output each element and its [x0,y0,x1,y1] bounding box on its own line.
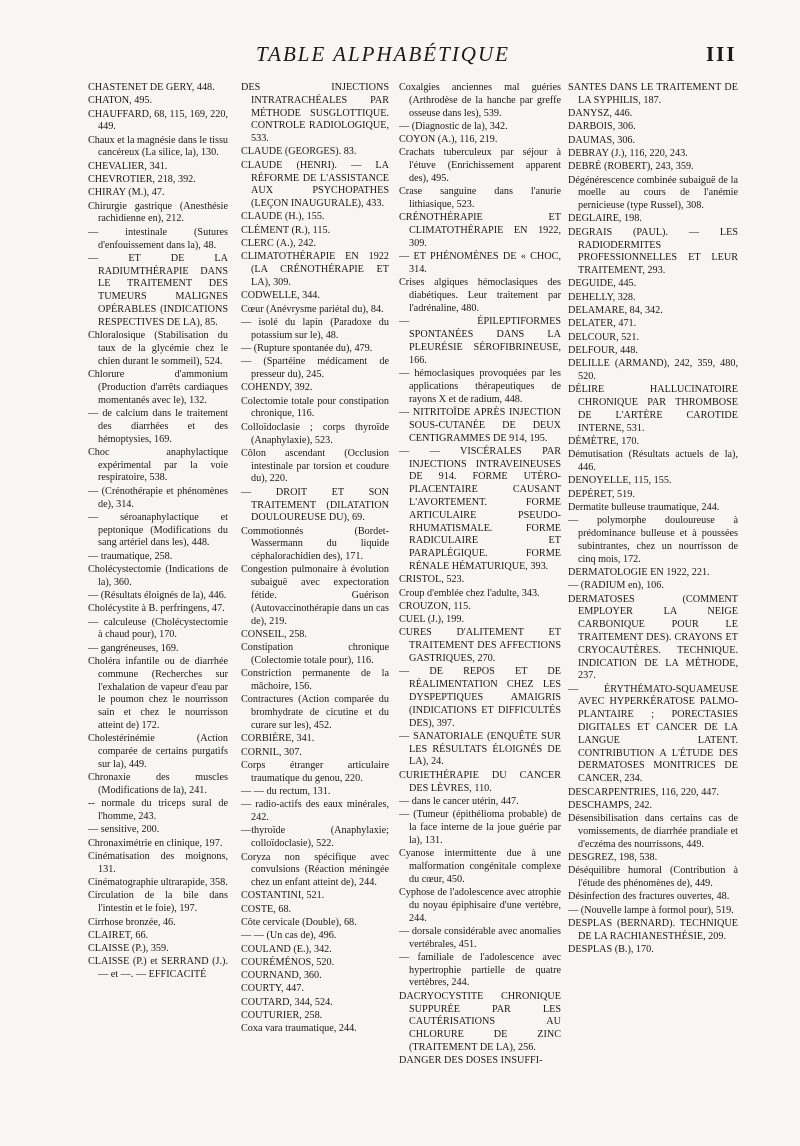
index-entry: — DROIT ET SON TRAITEMENT (DILATATION DOULOUREUSE DU), 69. [241,486,389,524]
index-entry: DEGUIDE, 445. [568,278,637,290]
index-entry: Chaux et la magnésie dans le tissu cancéreux (La silice, la), 130. [88,134,228,159]
index-entry: Choléra infantile ou de diarrhée commune (Recherches sur l'exhalation de vapeur d'eau par le poumon chez le nourrisson sain et chez le nourrisson atteint de) 172. [88,656,228,732]
index-entry: CLAUDE (HENRI). — LA RÉFORME DE L'ASSISTANCE AUX PSYCHOPATHES (LEÇON INAUGURALE), 433. [241,159,389,210]
index-entry: DESCARPENTRIES, 116, 220, 447. [568,786,720,798]
index-entry: Corps étranger articulaire traumatique du genou, 220. [241,759,389,784]
index-entry: — — du rectum, 131. [241,786,331,798]
index-entry: DENOYELLE, 115, 155. [568,475,672,487]
index-entry: — hémoclasiques provoquées par les applications thérapeutiques de rayons X et de radium, 448. [399,368,561,405]
index-entry: Congestion pulmonaire à évolution subaiguë avec expectoration fétide. Guérison (Autovaccinothérapie dans un cas de), 219. [241,564,389,627]
index-entry: COSTANTINI, 521. [241,890,325,902]
index-entry: CLAUDE (GEORGES). 83. [241,146,357,158]
index-entry: — (Résultats éloignés de la), 446. [88,590,227,602]
index-entry: — ÉPILEPTIFORMES SPONTANÉES DANS LA PLEURÉSIE SÉROFIBRINEUSE, 166. [399,316,561,366]
index-entry: CLAISSE (P.), 359. [88,943,169,955]
index-entry: Cyphose de l'adolescence avec atrophie du noyau épiphisaire d'une vertèbre, 244. [399,886,561,924]
index-entry: CODWELLE, 344. [241,290,320,302]
index-entry: — (Crénothérapie et phénomènes de), 314. [88,485,228,510]
index-entry: Chlorure d'ammonium (Production d'arrêts cardiaques momentanés avec le), 132. [88,369,228,406]
index-entry: COUTARD, 344, 524. [241,996,333,1008]
index-entry: Désensibilisation dans certains cas de vomissements, de diarrhée prandiale et d'eczéma des nourrissons, 449. [568,813,738,850]
index-entry: DACRYOCYSTITE CHRONIQUE SUPPURÉE PAR LES CAUTÉRISATIONS AU CHLORURE DE ZINC (TRAITEMENT DE LA), 256. [399,990,561,1053]
index-entry: Crachats tuberculeux par séjour à l'étuve (Enrichissement apparent des), 495. [399,147,561,185]
index-entry: CURIETHÉRAPIE DU CANCER DES LÈVRES, 110. [399,769,561,794]
index-entry: DELFOUR, 448. [568,344,638,356]
index-entry: Côte cervicale (Double), 68. [241,917,357,928]
index-entry: DEBRAY (J.), 116, 220, 243. [568,147,688,159]
index-column-4 [568,82,738,1140]
index-column-1 [88,82,228,1140]
index-entry: DERMATOLOGIE EN 1922, 221. [568,566,710,578]
index-entry: — isolé du lapin (Paradoxe du potassium sur le), 48. [241,316,389,341]
index-entry: CRISTOL, 523. [399,574,465,586]
index-entry: — NITRITOÏDE APRÈS INJECTION SOUS-CUTANÉE DE DEUX CENTIGRAMMES DE 914, 195. [399,406,561,444]
index-entry: DELAMARE, 84, 342. [568,305,663,317]
index-entry: Croup d'emblée chez l'adulte, 343. [399,587,540,599]
index-entry: CORNIL, 307. [241,746,302,758]
index-entry: — polymorphe douloureuse à prédominance bulleuse et à poussées subintrantes, chez un nourrisson de cinq mois, 172. [568,515,738,565]
index-entry: DAUMAS, 306. [568,134,636,146]
index-entry: CHIRAY (M.), 47. [88,187,165,199]
index-entry: Chloralosique (Stabilisation du taux de la glycémie chez le chien durant le sommeil), 524. [88,330,228,367]
index-entry: CLIMATOTHÉRAPIE EN 1922 (LA CRÉNOTHÉRAPIE ET LA), 309. [241,251,389,288]
index-entry: COURNAND, 360. [241,970,322,982]
index-entry: — calculeuse (Cholécystectomie à chaud pour), 170. [88,616,228,641]
index-entry: — dorsale considérable avec anomalies vertébrales, 451. [399,925,561,950]
index-entry: Cœur (Anévrysme pariétal du), 84. [241,303,384,315]
index-entry: Cinématographie ultrarapide, 358. [88,877,228,889]
index-entry: Crises algiques hémoclasiques des diabétiques. Leur traitement par l'adrénaline, 480. [399,277,561,315]
index-entry: CHEVROTIER, 218, 392. [88,174,196,186]
index-entry: Commotionnés (Bordet-Wassermann du liquide céphalorachidien des), 171. [241,525,389,563]
index-entry: Cyanose intermittente due à une malformation congénitale complexe du cœur, 450. [399,848,561,885]
index-entry: Choc anaphylactique expérimental par la voie respiratoire, 538. [88,446,228,484]
index-entry: CHAUFFARD, 68, 115, 169, 220, 449. [88,108,228,133]
index-entry: Cholestérinémie (Action comparée de certains purgatifs sur la), 449. [88,733,228,770]
index-entry: — ET PHÉNOMÈNES DE « CHOC, 314. [399,251,561,276]
index-entry: Contractures (Action comparée du bromhydrate de cicutine et du curare sur les), 452. [241,694,389,732]
index-entry: DÉLIRE HALLUCINATOIRE CHRONIQUE PAR THROMBOSE DE L'ARTÈRE CAROTIDE INTERNE, 531. [568,384,738,434]
index-entry: CORBIÈRE, 341. [241,733,315,745]
index-entry: DES INJECTIONS INTRATRACHÉALES PAR MÉTHODE SUSGLOTTIQUE. CONTROLE RADIOLOGIQUE, 533. [241,82,389,145]
index-entry: DELCOUR, 521. [568,331,640,343]
index-entry: DESCHAMPS, 242. [568,799,653,811]
index-entry: — (Tumeur (épithélioma probable) de la face interne de la joue guérie par la), 131. [399,809,561,846]
index-entry: — familiale de l'adolescence avec hypertrophie partielle de quatre vertèbres, 244. [399,951,561,989]
index-entry: COURTY, 447. [241,983,304,995]
index-entry: Constriction permanente de la mâchoire, 156. [241,668,389,693]
index-entry: DESGREZ, 198, 538. [568,852,658,864]
index-entry: CONSEIL, 258. [241,628,307,640]
index-entry: — de calcium dans le traitement des diarrhées et des hémoptysies, 169. [88,407,228,445]
index-entry: DANGER DES DOSES INSUFFI- [399,1055,543,1067]
index-entry: DESPLAS (B.), 170. [568,944,654,956]
index-entry: DELATER, 471. [568,318,637,330]
index-entry: Cirrhose bronzée, 46. [88,916,176,928]
index-entry: CURES D'ALITEMENT ET TRAITEMENT DES AFFECTIONS GASTRIQUES, 270. [399,627,561,665]
index-entry: — — VISCÉRALES PAR INJECTIONS INTRAVEINEUSES DE 914. FORME UTÉRO-PLACENTAIRE CAUSANT L'AVORTEMENT. FORME ARTICULAIRE PSEUDO-RHUMATISMALE. FORME RADICULAIRE ET PARAPLÉGIQUE. FORME RÉNALE HÉMATURIQUE, 393. [399,445,561,572]
index-entry: COURÉMÉNOS, 520. [241,956,335,968]
index-entry: Chirurgie gastrique (Anesthésie rachidienne en), 212. [88,200,228,225]
index-entry: DANYSZ, 446. [568,108,633,120]
index-entry: — gangréneuses, 169. [88,642,179,654]
index-entry: — DE REPOS ET DE RÉALIMENTATION CHEZ LES DYSPEPTIQUES AMAIGRIS (INDICATIONS ET DIFFICULTÉS DES), 397. [399,666,561,729]
index-entry: DEGRAIS (PAUL). — LES RADIODERMITES PROFESSIONNELLES ET LEUR TRAITEMENT, 293. [568,226,738,277]
index-entry: — — (Un cas de), 496. [241,930,337,942]
index-entry: Coryza non spécifique avec convulsions (Réaction méningée chez un enfant atteint de), 244. [241,851,389,889]
index-entry: CLÉMENT (R.), 115. [241,224,331,236]
index-entry: Coxa vara traumatique, 244. [241,1023,357,1035]
index-entry: Cinématisation des moignons, 131. [88,851,228,875]
index-entry: Côlon ascendant (Occlusion intestinale par torsion et coudure du), 220. [241,447,389,485]
page-header [0,0,800,80]
index-column-2 [241,82,389,1140]
index-entry: COSTE, 68. [241,903,292,915]
index-entry: Coxalgies anciennes mal guéries (Arthrodèse de la hanche par greffe osseuse dans les), 539. [399,82,561,119]
index-entry: DEGLAIRE, 198. [568,213,642,225]
index-entry: —thyroïde (Anaphylaxie; colloïdoclasie), 522. [241,825,389,850]
index-entry: CHEVALIER, 341. [88,160,168,172]
index-entry: COUTURIER, 258. [241,1010,323,1022]
index-entry: — (Rupture spontanée du), 479. [241,342,373,354]
page-number: III [706,42,737,66]
index-entry: Déséquilibre humoral (Contribution à l'étude des phénomènes de), 449. [568,865,738,890]
index-entry: Constipation chronique (Colectomie totale pour), 116. [241,642,389,667]
index-entry: — ÉRYTHÉMATO-SQUAMEUSE AVEC HYPERKÉRATOSE PALMO-PLANTAIRE ; PORECTASIES DIGITALES ET CANCER DE LA LANGUE LATENT. CONTRIBUTION A L'ÉTUDE DES DERMATOSES MONITRICES DE CANCER, 234. [568,683,738,785]
index-entry: DERMATOSES (COMMENT EMPLOYER LA NEIGE CARBONIQUE POUR LE TRAITEMENT DES). CRAYONS ET CRYOCAUTÈRES. TECHNIQUE. INDICATION DE LA MÉTHODE, 237. [568,593,738,682]
index-entry: — ET DE LA RADIUMTHÉRAPIE DANS LE TRAITEMENT DES TUMEURS MALIGNES OPÉRABLES (INDICATIONS RESPECTIVES DE LA), 85. [88,252,228,328]
index-entry: Désinfection des fractures ouvertes, 48. [568,891,730,903]
index-entry: Colectomie totale pour constipation chronique, 116. [241,395,389,420]
index-entry: Colloïdoclasie ; corps thyroïde (Anaphylaxie), 523. [241,421,389,446]
running-title: TABLE ALPHABÉTIQUE [256,42,510,66]
index-entry: DÉMÈTRE, 170. [568,436,640,448]
index-entry: — (Diagnostic de la), 342. [399,120,508,132]
index-entry: CLERC (A.), 242. [241,238,316,250]
index-entry: — intestinale (Sutures d'enfouissement dans la), 48. [88,226,228,251]
index-entry: DEHELLY, 328. [568,291,636,303]
index-entry: COYON (A.), 116, 219. [399,134,498,146]
index-entry: DELILLE (ARMAND), 242, 359, 480, 520. [568,358,738,383]
index-entry: — traumatique, 258. [88,550,173,562]
index-entry: Crase sanguine dans l'anurie lithiasique, 523. [399,186,561,211]
index-entry: DEPÉRET, 519. [568,488,635,500]
index-entry: CROUZON, 115. [399,600,471,612]
index-entry: — dans le cancer utérin, 447. [399,795,519,807]
index-entry: — (Nouvelle lampe à formol pour), 519. [568,904,734,916]
index-entry: CUEL (J.), 199. [399,614,464,626]
index-entry: — sensitive, 200. [88,824,160,836]
index-entry: DEBRÉ (ROBERT), 243, 359. [568,161,694,173]
index-entry: — (Spartéine médicament de presseur du), 245. [241,356,389,381]
index-column-3 [399,82,561,1140]
index-entry: COULAND (E.), 342. [241,943,332,955]
index-entry: -- normale du triceps sural de l'homme, 243. [88,798,228,823]
index-entry: CLAISSE (P.) et SERRAND (J.). — et —. — EFFICACITÉ [88,956,228,981]
index-entry: Chronaxie des muscles (Modifications de la), 241. [88,772,228,797]
index-entry: Dégénérescence combinée subaiguë de la moelle au cours de l'anémie pernicieuse (type Russel), 308. [568,174,738,212]
index-entry: CHATON, 495. [88,95,153,107]
index-entry: Dermatite bulleuse traumatique, 244. [568,502,720,513]
index-entry: — (RADIUM en), 106. [568,580,664,592]
index-entry: Cholécystectomie (Indications de la), 360. [88,563,228,588]
index-entry: Circulation de la bile dans l'intestin et le foie), 197. [88,890,228,915]
index-entry: CLAIRET, 66. [88,929,149,941]
index-entry: SANTES DANS LE TRAITEMENT DE LA SYPHILIS, 187. [568,82,738,106]
index-entry: — SANATORIALE (ENQUÊTE SUR LES RÉSULTATS ÉLOIGNÉS DE LA), 24. [399,730,561,768]
index-entry: DARBOIS, 306. [568,121,636,133]
index-entry: CLAUDE (H.), 155. [241,211,325,223]
index-entry: COHENDY, 392. [241,382,313,394]
index-entry: Chronaximétrie en clinique, 197. [88,837,223,849]
index-entry: — radio-actifs des eaux minérales, 242. [241,799,389,824]
index-entry: Démutisation (Résultats actuels de la), 446. [568,449,738,474]
index-entry: CHASTENET DE GÉRY, 448. [88,82,215,93]
index-entry: Cholécystite à B. perfringens, 47. [88,603,225,615]
index-entry: CRÉNOTHÉRAPIE ET CLIMATOTHÉRAPIE EN 1922, 309. [399,212,561,250]
index-entry: — séroanaphylactique et peptonique (Modifications du sang artériel dans les), 448. [88,511,228,549]
index-entry: DESPLAS (BERNARD). TECHNIQUE DE LA RACHIANESTHÉSIE, 209. [568,918,738,942]
